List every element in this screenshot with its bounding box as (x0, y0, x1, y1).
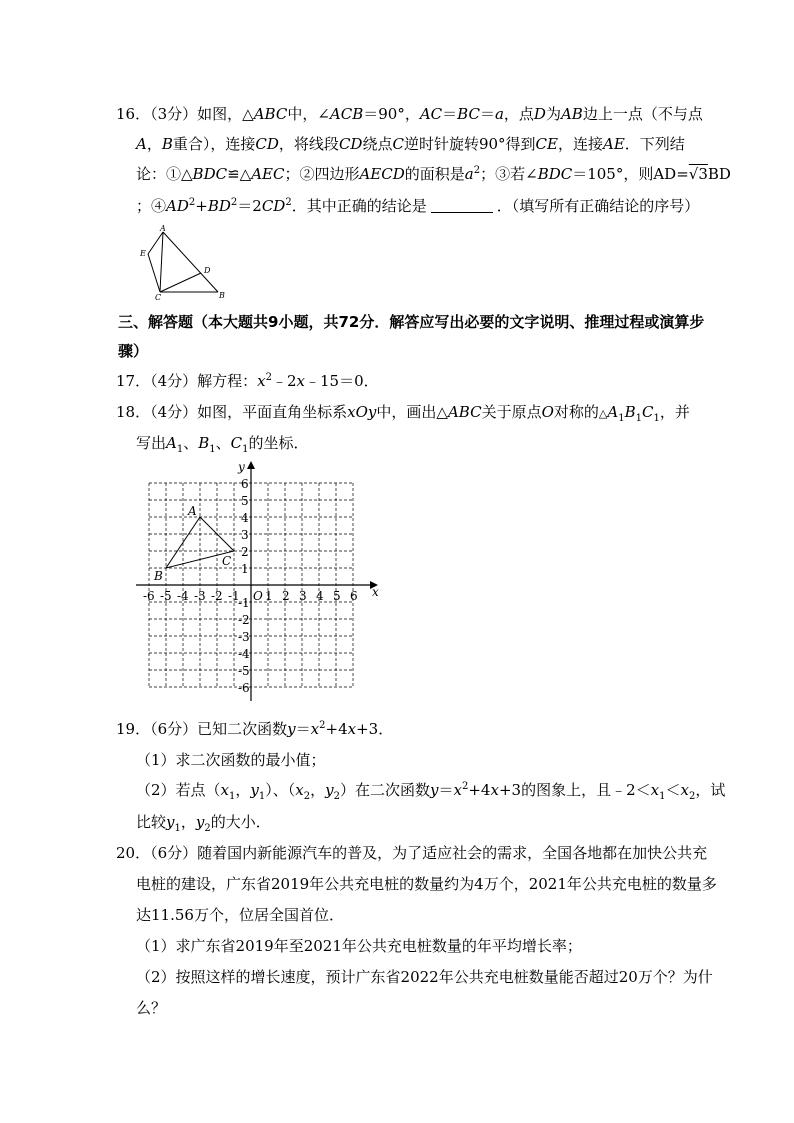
y-tick-label: -6 (238, 681, 250, 695)
x-tick-label: 2 (282, 589, 290, 603)
q19-number: 19． (116, 720, 151, 738)
q18-line-2: 写出$A_1$、$B_1$、$C_1$的坐标． (136, 434, 309, 455)
label-E: E (140, 249, 146, 258)
point-label-B: B (154, 569, 163, 583)
q16-line-1: 16．（3分）如图，△ABC中，∠ACB＝90°，AC＝BC＝a，点D为AB边上一点（不与点 (116, 105, 703, 123)
y-tick-label: 2 (241, 545, 249, 559)
q20-line-2: 电桩的建设，广东省2019年公共充电桩的数量约为4万个，2021年公共充电桩的数量多 (136, 875, 717, 893)
y-axis-arrow (247, 461, 255, 469)
x-tick-label: -5 (160, 589, 172, 603)
x-tick-label: -6 (143, 589, 155, 603)
y-tick-label: 1 (241, 562, 249, 576)
section-3-heading-2: 骤） (118, 342, 149, 360)
y-axis-label: y (238, 460, 245, 474)
y-tick-label: -4 (238, 647, 250, 661)
label-A: A (160, 224, 166, 233)
x-tick-label: 4 (316, 589, 324, 603)
q20-part-2: （2）按照这样的增长速度，预计广东省2022年公共充电桩数量能否超过20万个？为什 (136, 968, 713, 986)
q19-part-2: （2）若点（$x_1$，$y_1$）、（$x_2$，$y_2$）在二次函数$y=x^2+4x+3$的图象上，且$﹣2<x_1<x_2$，试 (136, 781, 726, 802)
x-tick-label: 6 (350, 589, 358, 603)
y-tick-label: -5 (238, 664, 250, 678)
x-tick-label: 1 (265, 589, 273, 603)
y-tick-label: 6 (241, 477, 249, 491)
q20-line-1: 20．（6分）随着国内新能源汽车的普及，为了适应社会的需求，全国各地都在加快公共充 (116, 844, 708, 862)
q18-line-1: 18．（4分）如图，平面直角坐标系xOy中，画出△ABC关于原点O对称的$\triangle A_1B_1C_1$，并 (116, 403, 690, 424)
y-tick-label: -1 (238, 596, 250, 610)
x-tick-label: -1 (228, 589, 240, 603)
point-label-A: A (188, 504, 197, 518)
x-axis-label: x (372, 585, 379, 599)
q20-part-1: （1）求广东省2019年至2021年公共充电桩数量的年平均增长率； (136, 937, 582, 955)
x-tick-label: -4 (177, 589, 189, 603)
y-tick-label: 5 (241, 494, 249, 508)
q16-line-3: 论：①△BDC≌△AEC；②四边形AECD的面积是$a^2$；③若∠BDC＝105°，则AD=√3BD (136, 165, 731, 183)
q19-line-1: 19．（6分）已知二次函数$y=x^2+4x+3$． (116, 720, 394, 738)
q19-part-1: （1）求二次函数的最小值； (136, 751, 326, 769)
q19-part-2-cont: 比较$y_1$，$y_2$的大小． (136, 813, 271, 834)
seg-AB (163, 232, 218, 292)
y-tick-label: 4 (241, 511, 249, 525)
x-tick-label: -3 (194, 589, 206, 603)
y-tick-label: 3 (241, 528, 249, 542)
y-tick-label: -2 (238, 613, 250, 627)
x-tick-label: 5 (333, 589, 341, 603)
y-tick-label: -3 (238, 630, 250, 644)
seg-AC (160, 232, 163, 292)
sqrt-3: √3 (688, 165, 708, 183)
label-B: B (219, 291, 225, 300)
q16-line-4: ；$④AD^2+BD^2=2CD^2$．其中正确的结论是 ．（填写所有正确结论的序号） (136, 197, 700, 215)
q16-number: 16． (116, 105, 151, 123)
q20-number: 20． (116, 844, 151, 862)
q18-number: 18． (116, 403, 151, 421)
tick-labels (143, 477, 358, 695)
seg-EA (148, 232, 163, 254)
seg-EC (148, 254, 160, 292)
origin-label: O (253, 589, 263, 603)
x-tick-label: 3 (299, 589, 307, 603)
x-tick-label: -2 (211, 589, 223, 603)
q17-number: 17． (116, 372, 151, 390)
coordinate-grid (130, 455, 390, 705)
q20-line-3: 达11.56万个，位居全国首位． (136, 906, 344, 924)
q16-triangle-figure (132, 222, 232, 300)
point-label-C: C (222, 554, 232, 568)
q17-line: 17．（4分）解方程：$x^2﹣2x﹣15=0$． (116, 372, 379, 390)
label-C: C (155, 293, 162, 300)
q16-line-2: A，B重合），连接CD，将线段CD绕点C逆时针旋转90°得到CE，连接AE．下列结 (136, 135, 685, 153)
seg-CD (160, 273, 201, 292)
q20-part-2-cont: 么？ (136, 999, 167, 1017)
answer-blank[interactable] (431, 198, 493, 213)
section-3-heading-1: 三、解答题（本大题共9小题，共72分．解答应写出必要的文字说明、推理过程或演算步 (118, 313, 705, 331)
label-D: D (204, 266, 211, 275)
